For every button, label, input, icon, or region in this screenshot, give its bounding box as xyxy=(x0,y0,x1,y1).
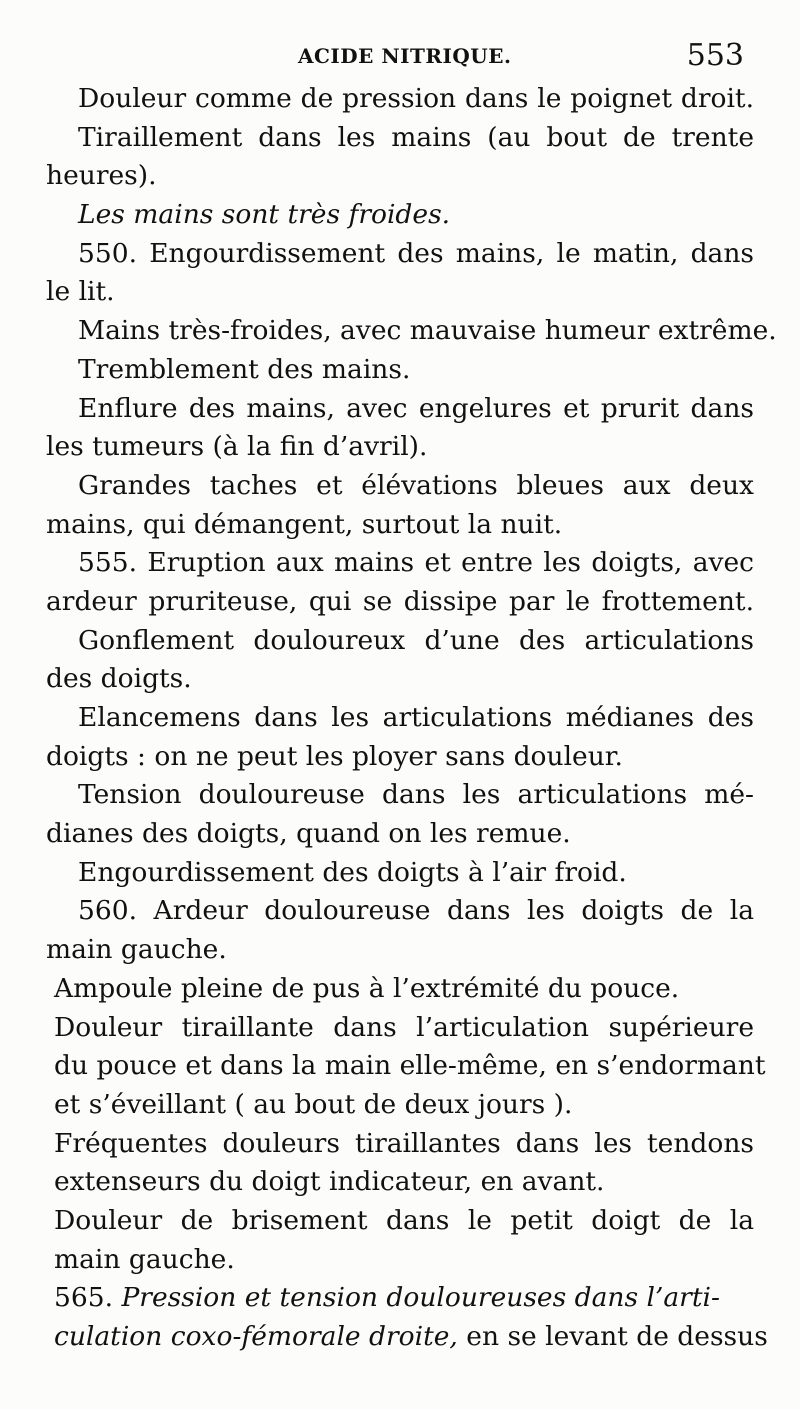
text-line: des doigts. xyxy=(46,663,192,695)
paragraph-number: 565. xyxy=(54,1282,114,1314)
text-line: 555. Eruption aux mains et entre les doigts, avec xyxy=(78,547,754,579)
text-line: mains, qui démangent, surtout la nuit. xyxy=(46,508,563,540)
running-title: ACIDE NITRIQUE. xyxy=(298,44,512,68)
text-line: Tiraillement dans les mains (au bout de trente xyxy=(78,121,754,153)
page-number: 553 xyxy=(686,38,744,73)
text-line: Les mains sont très froides. xyxy=(78,199,451,231)
text-line: main gauche. xyxy=(46,934,227,966)
text-line: Grandes taches et élévations bleues aux deux xyxy=(78,469,754,501)
text-line: Ampoule pleine de pus à l’extrémité du pouce. xyxy=(54,972,680,1004)
text-line: Gonflement douloureux d’une des articulations xyxy=(78,624,754,656)
text-line: Douleur tiraillante dans l’articulation supérieure xyxy=(54,1011,754,1043)
text-line: Douleur comme de pression dans le poignet droit. xyxy=(78,83,754,114)
text-line: 560. Ardeur douloureuse dans les doigts de la xyxy=(78,895,754,927)
italic-phrase: Pression et tension douloureuses dans l’arti- xyxy=(121,1282,720,1314)
text-line: Engourdissement des doigts à l’air froid. xyxy=(78,856,627,888)
text-line: les tumeurs (à la fin d’avril). xyxy=(46,431,428,463)
text-line: Tension douloureuse dans les articulations mé- xyxy=(78,779,754,811)
italic-phrase: culation coxo-fémorale droite, xyxy=(54,1321,458,1352)
text-fragment: en se levant de dessus xyxy=(466,1321,768,1352)
text-line xyxy=(46,1318,768,1357)
text-line: Enflure des mains, avec engelures et prurit dans xyxy=(78,392,754,424)
text-line: ardeur pruriteuse, qui se dissipe par le frottement. xyxy=(46,585,754,617)
text-line xyxy=(46,1279,754,1318)
text-line: Elancemens dans les articulations médianes des xyxy=(78,702,754,733)
text-line: Tremblement des mains. xyxy=(78,353,411,385)
text-line: Douleur de brisement dans le petit doigt de la xyxy=(54,1204,754,1236)
text-line: le lit. xyxy=(46,276,115,308)
text-line: dianes des doigts, quand on les remue. xyxy=(46,818,571,850)
text-line: heures). xyxy=(46,160,157,192)
text-line: extenseurs du doigt indicateur, en avant. xyxy=(54,1166,605,1198)
page-header xyxy=(0,38,800,78)
text-line: doigts : on ne peut les ployer sans douleur. xyxy=(46,740,623,772)
text-line: main gauche. xyxy=(54,1243,235,1275)
page-body xyxy=(46,80,777,1357)
text-line: Fréquentes douleurs tiraillantes dans les tendons xyxy=(54,1127,754,1159)
text-line: Mains très-froides, avec mauvaise humeur extrême. xyxy=(78,315,777,347)
text-line: 550. Engourdissement des mains, le matin, dans xyxy=(78,237,754,269)
text-line: du pouce et dans la main elle-même, en s’endormant xyxy=(54,1050,766,1082)
text-line: et s’éveillant ( au bout de deux jours ). xyxy=(54,1088,573,1120)
